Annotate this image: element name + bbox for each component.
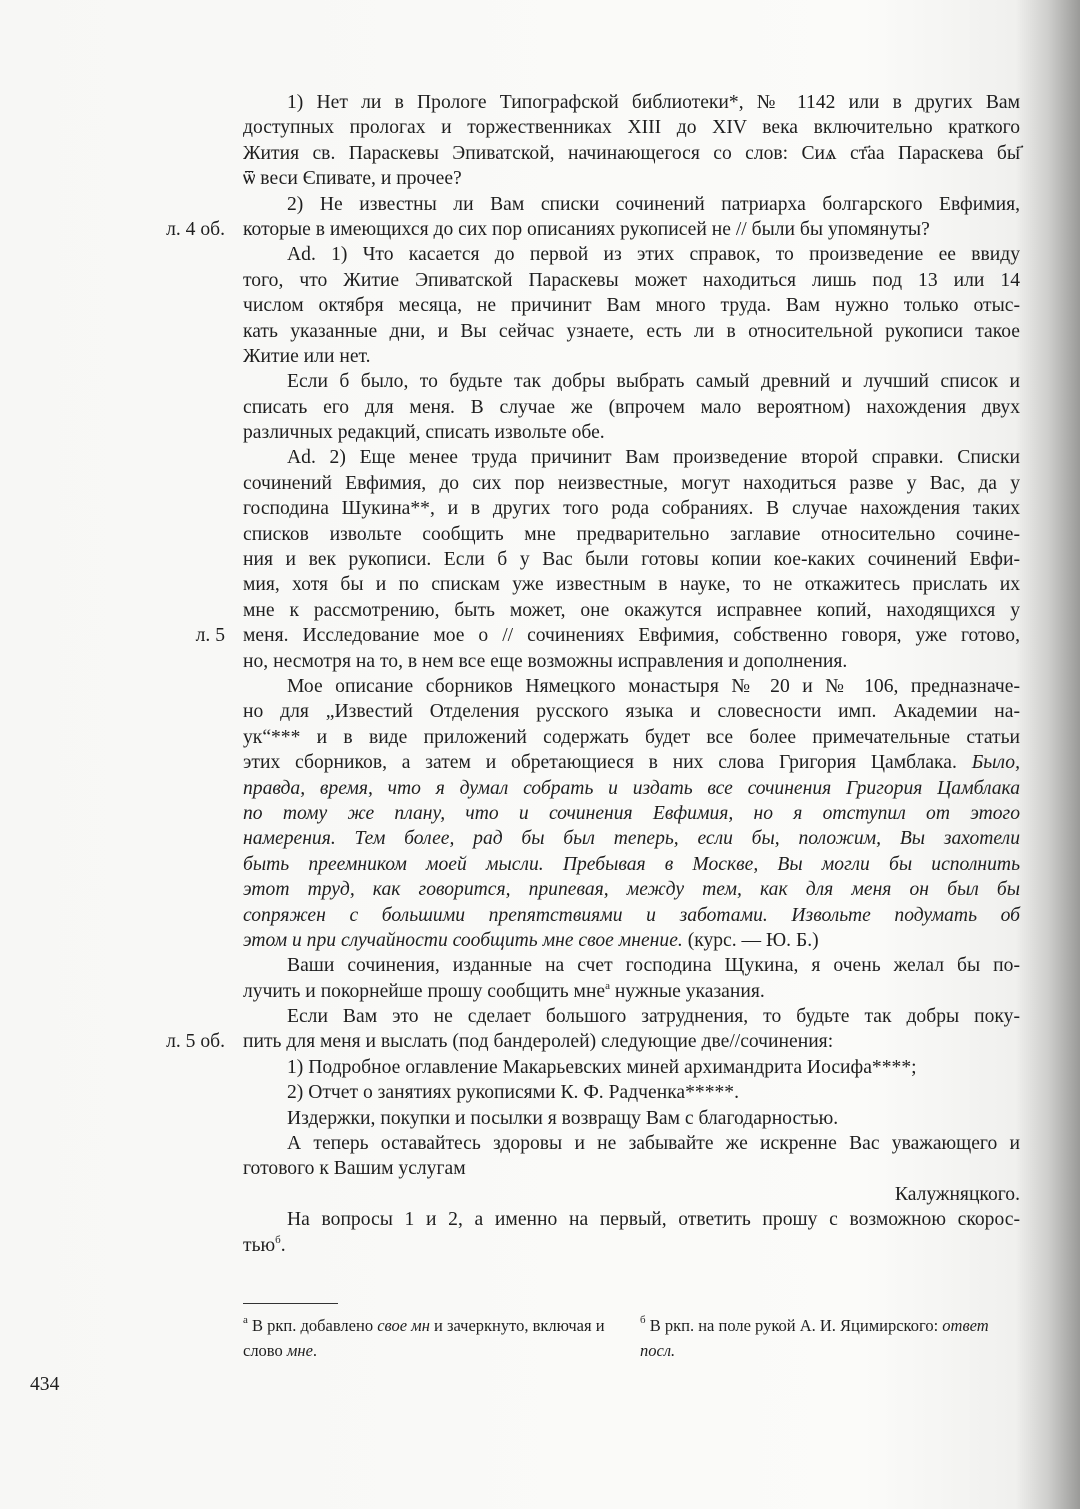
text-line [243,750,1020,775]
text-line [243,344,1020,369]
text-run: намерения. Тем более, рад бы был теперь, если бы, положим, Вы захотели [243,828,1020,850]
text-run: того, что Житие Эпиватской Параскевы может находиться лишь под 13 или 14 [243,269,1020,291]
text-line [243,1055,1020,1080]
text-line [243,420,1020,445]
paragraph [243,953,1020,1004]
text-run: 1) Нет ли в Прологе Типографской библиотеки*, № 1142 или в других Вам [287,92,1020,113]
text-run: этот труд, как говорится, припевая, между тем, как для меня он был бы [243,879,1020,901]
text-run: В ркп. на поле рукой А. И. Яцимирского: [645,1316,943,1335]
paragraph [243,674,1020,953]
text-run: лучить и покорнейше прошу сообщить мне [243,980,606,1002]
text-run: В ркп. добавлено [247,1316,378,1335]
text-run: списать его для меня. В случае же (впрочем мало вероятном) нахождения двух [243,396,1020,418]
text-run: Ad. 2) Еще менее труда причинит Вам произведение второй справки. Списки [287,447,1020,469]
margin-folio-note: л. 4 об. [166,218,225,240]
text-run: Ad. 1) Что касается до первой из этих справок, то произведение ее ввиду [287,244,1020,266]
signature: Калужняцкого. [894,1183,1020,1205]
text-run: Житие или нет. [243,345,371,367]
postscript [243,1207,1020,1258]
text-run: На вопросы 1 и 2, а именно на первый, ответить прошу с возможною скорос- [287,1209,1020,1231]
text-line [243,496,1020,521]
text-run: мне [286,1341,313,1360]
text-line [243,319,1020,344]
text-line [243,1131,1020,1156]
text-run: и зачеркнуто, включая и слово [243,1316,605,1360]
text-line [243,1004,1020,1029]
text-run: мне к рассмотрению, быть может, оне окажутся исправнее копий, находящихся у [243,599,1020,621]
text-run: готового к Вашим услугам [243,1158,466,1180]
text-line [243,598,1020,623]
footnote-b [640,1313,1020,1363]
text-run: Жития св. Параскевы Эпиватской, начинающегося со слов: Сиѧ ст҃аа Параскева бы҃ [243,142,1020,164]
text-run: . [312,1341,318,1360]
text-run: . [280,1234,286,1256]
margin-folio-note: л. 5 [195,625,225,647]
page-number: 434 [30,1374,60,1395]
text-run: этих сборников, а затем и обретающиеся в них слова Григория Цамблака. [243,752,972,774]
paragraph [243,1131,1020,1182]
footnote-mark: б [640,1314,646,1326]
text-line [243,192,1020,217]
text-run: этом и при случайности сообщить мне свое мнение. [243,929,683,951]
text-run: Мое описание сборников Нямецкого монастыря № 20 и № 106, предназначе- [287,675,1020,697]
text-line [243,877,1020,902]
text-run: быть преемником моей мысли. Пребывая в Москве, Вы могли бы исполнить [243,853,1020,875]
paragraph [243,1080,1020,1105]
text-run: Было, [971,752,1020,774]
margin-folio-note: л. 5 об. [166,1031,225,1053]
paragraph [243,369,1020,445]
text-line [243,572,1020,597]
text-run: сочинений Евфимия, до сих пор неизвестные, могут находиться разве у Вас, да у [243,472,1020,494]
text-run: (курс. — Ю. Б.) [682,929,819,951]
text-run: числом октября месяца, не причинит Вам много труда. Вам нужно только отыс- [243,295,1020,317]
footnote-a [243,1313,613,1363]
footnote-mark: а [243,1314,248,1326]
paragraph [195,445,1020,674]
text-line [243,268,1020,293]
text-line [243,776,1020,801]
text-run: ответ посл. [640,1316,989,1360]
text-run: кать указанные дни, и Вы сейчас узнаете, есть ли в относительной рукописи такое [243,320,1020,342]
text-run: различных редакций, списать извольте обе. [243,422,605,444]
text-run: тью [243,1234,276,1256]
text-line [243,1156,1020,1181]
main-text [166,90,1020,1258]
text-line [243,369,1020,394]
text-line [243,115,1020,140]
text-run: но для „Известий Отделения русского языка и словесности имп. Академии на- [243,701,1020,723]
text-line [243,903,1020,928]
text-line [243,826,1020,851]
paragraph [166,1004,1020,1055]
text-line [243,674,1020,699]
text-line [166,217,1020,242]
text-line [243,141,1020,166]
text-run: пить для меня и выслать (под бандеролей) следующие две//сочинения: [243,1031,834,1053]
text-run: меня. Исследование мое о // сочинениях Евфимия, собственно говоря, уже готово, [243,625,1020,647]
text-line [243,166,1020,191]
text-run: нужные указания. [610,980,765,1002]
text-run: списков извольте сообщить мне предварительно заглавие относительно сочине- [243,523,1020,545]
text-line [243,293,1020,318]
text-line [243,928,1020,953]
text-run: ук“*** и в виде приложений содержать будет все более примечательные статьи [243,726,1020,748]
text-run: А теперь оставайтесь здоровы и не забывайте же искренне Вас уважающего и [287,1133,1020,1155]
text-run: ния и век рукописи. Если б у Вас были готовы копии кое-каких сочинений Евфи- [243,549,1020,571]
footnote-reference: а [605,979,611,992]
text-run: доступных прологах и торжественниках XIII до XIV века включительно краткого [243,117,1020,139]
text-run: по тому же плану, что и сочинения Евфимия, но я отступил от этого [243,802,1020,824]
text-run: 2) Не известны ли Вам списки сочинений патриарха болгарского Евфимия, [287,193,1020,215]
text-run: свое мн [377,1316,430,1335]
text-line [243,801,1020,826]
text-run: Если б было, то будьте так добры выбрать самый древний и лучший список и [287,371,1020,393]
footnote-reference: б [275,1233,281,1246]
text-line [243,1080,1020,1105]
text-line [243,445,1020,470]
text-line [243,699,1020,724]
text-run: Если Вам это не сделает большого затруднения, то будьте так добры поку- [287,1006,1020,1028]
text-line [243,522,1020,547]
text-line [243,979,1020,1004]
text-line [243,725,1020,750]
text-run: Ваши сочинения, изданные на счет господина Щукина, я очень желал бы по- [287,955,1020,977]
text-line [166,1029,1020,1054]
paragraph [243,242,1020,369]
text-line [243,953,1020,978]
text-line [243,547,1020,572]
text-run: правда, время, что я думал собрать и издать все сочинения Григория Цамблака [243,777,1020,799]
text-line [243,852,1020,877]
paragraph [243,90,1020,192]
text-line [243,649,1020,674]
text-line [243,471,1020,496]
text-line [243,1207,1020,1232]
paragraph [243,1106,1020,1131]
text-run: 1) Подробное оглавление Макарьевских миней архимандрита Иосифа****; [287,1056,917,1078]
text-line [243,90,1020,115]
text-run: господина Шукина**, и в других того рода собраниях. В случае нахождения таких [243,498,1020,520]
text-run: но, несмотря на то, в нем все еще возможны исправления и дополнения. [243,650,848,672]
text-line [243,1106,1020,1131]
text-run: которые в имеющихся до сих пор описаниях рукописей не // были бы упомянуты? [243,218,930,240]
text-line [243,395,1020,420]
text-run: мия, хотя бы и по спискам уже известным в науке, то не откажитесь прислать их [243,574,1020,596]
text-line [243,1233,1020,1258]
text-line [243,242,1020,267]
text-run: 2) Отчет о занятиях рукописями К. Ф. Радченка*****. [287,1082,739,1104]
text-run: ѿ веси Єпивате, и прочее? [243,168,462,190]
footnote-separator [243,1303,338,1304]
text-line [195,623,1020,648]
paragraph [166,192,1020,243]
paragraph [243,1055,1020,1080]
text-run: Издержки, покупки и посылки я возвращу Вам с благодарностью. [287,1107,839,1129]
text-run: сопряжен с большими препятствиями и заботами. Извольте подумать об [243,904,1020,926]
